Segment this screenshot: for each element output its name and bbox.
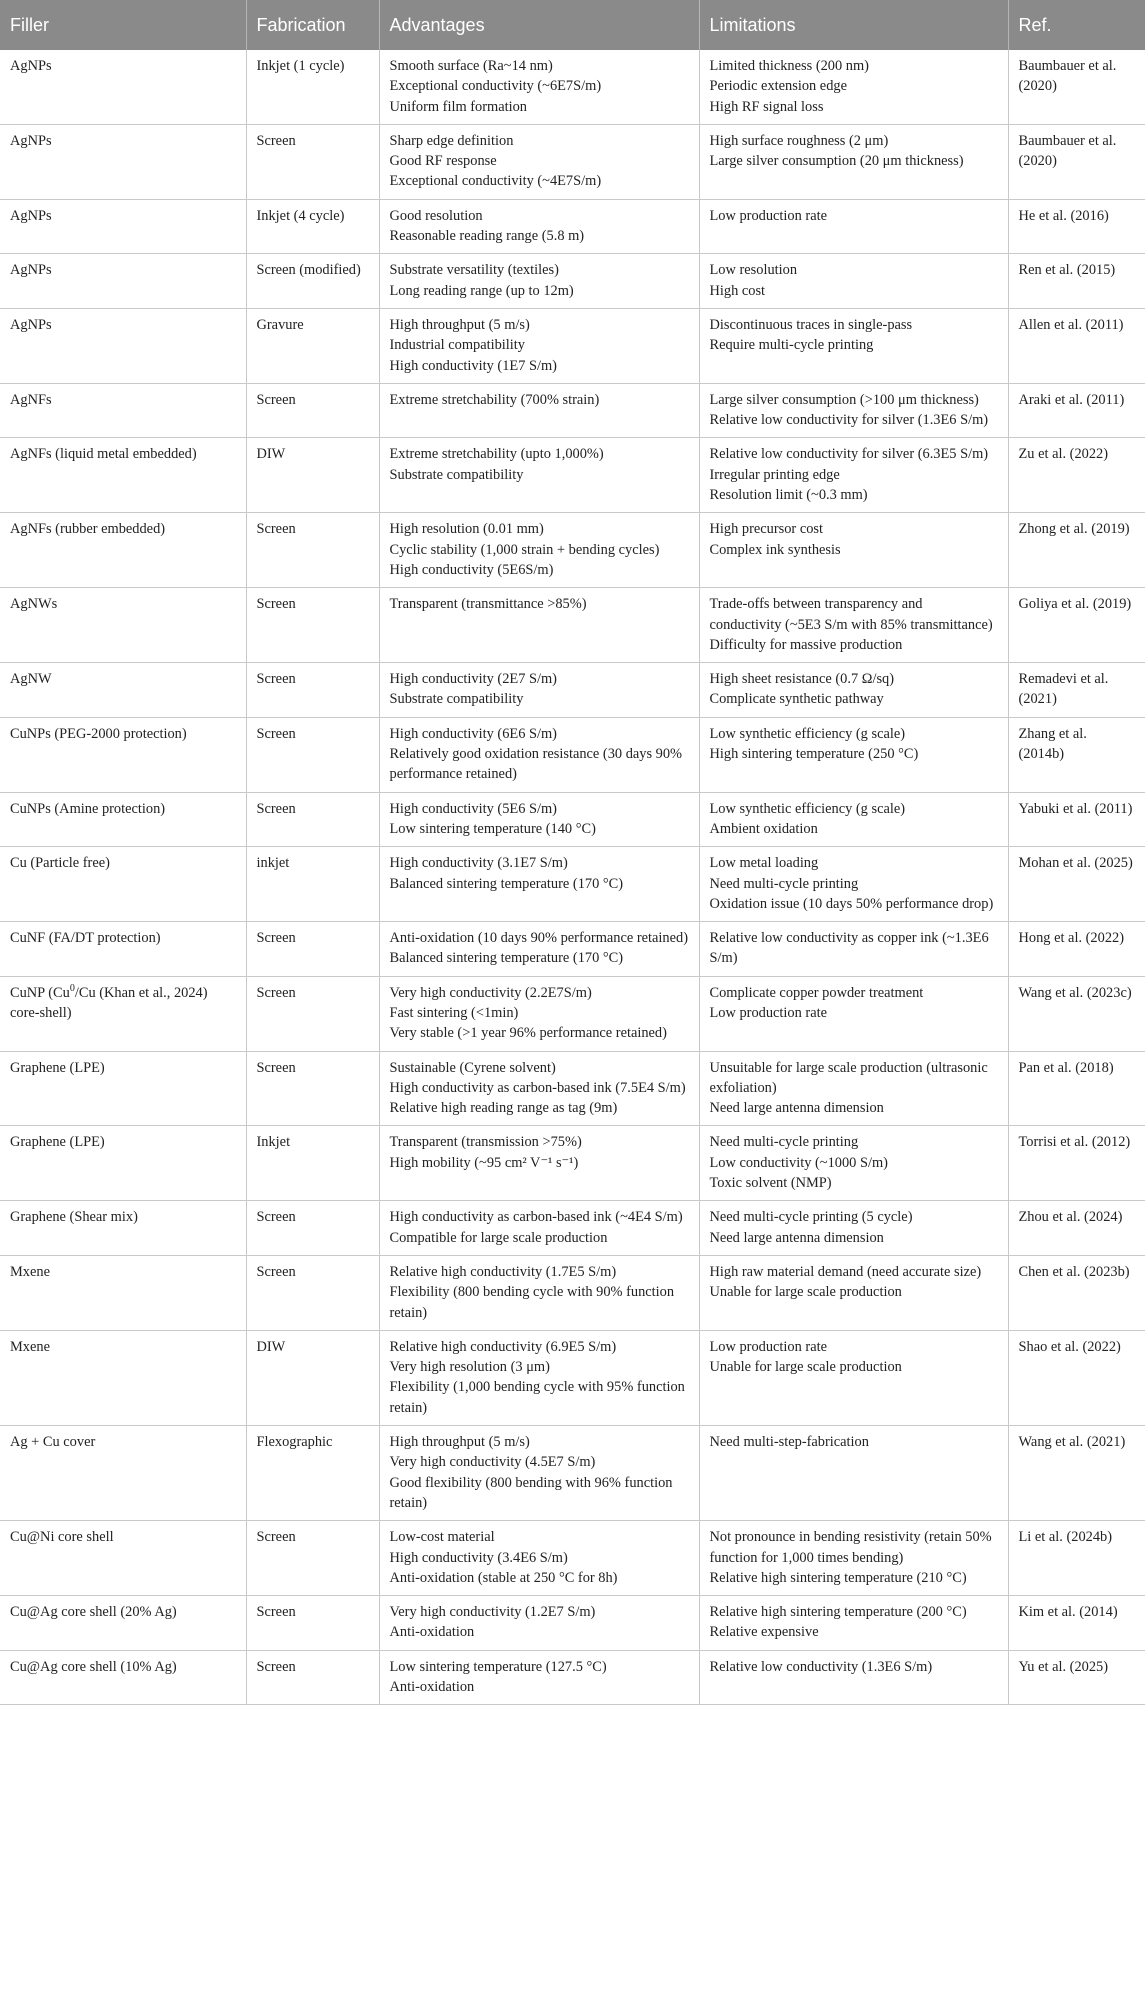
cell-filler: AgNPs bbox=[0, 254, 246, 309]
table-row bbox=[0, 717, 1145, 792]
limitation-line: Complex ink synthesis bbox=[709, 541, 841, 558]
advantage-line: Flexibility (800 bending cycle with 90% function retain) bbox=[389, 1284, 675, 1321]
cell-advantages bbox=[379, 922, 699, 977]
cell-advantages bbox=[379, 1255, 699, 1330]
advantage-line: High conductivity (3.4E6 S/m) bbox=[389, 1549, 568, 1566]
limitation-line: High raw material demand (need accurate size) bbox=[709, 1263, 982, 1280]
table-row bbox=[0, 1126, 1145, 1201]
cell-ref: Yabuki et al. (2011) bbox=[1008, 792, 1145, 847]
advantage-line: Anti-oxidation bbox=[389, 1679, 475, 1695]
cell-ref: Zhong et al. (2019) bbox=[1008, 513, 1145, 588]
advantage-line: Reasonable reading range (5.8 m) bbox=[389, 228, 585, 245]
cell-limitations bbox=[699, 792, 1008, 847]
cell-fabrication: Screen bbox=[246, 383, 379, 438]
limitation-line: Trade-offs between transparency and conductivity (~5E3 S/m with 85% transmittance) bbox=[709, 596, 993, 633]
cell-ref: Araki et al. (2011) bbox=[1008, 383, 1145, 438]
advantage-line: Low sintering temperature (140 °C) bbox=[389, 820, 596, 837]
cell-fabrication: Screen bbox=[246, 1596, 379, 1651]
cell-advantages bbox=[379, 124, 699, 199]
cell-filler: Cu (Particle free) bbox=[0, 847, 246, 922]
cell-filler: Cu@Ni core shell bbox=[0, 1521, 246, 1596]
advantage-line: Extreme stretchability (700% strain) bbox=[389, 391, 600, 408]
cell-filler: Graphene (LPE) bbox=[0, 1051, 246, 1126]
advantage-line: Substrate versatility (textiles) bbox=[389, 262, 559, 279]
table-row bbox=[0, 922, 1145, 977]
cell-limitations bbox=[699, 1596, 1008, 1651]
cell-fabrication: Screen (modified) bbox=[246, 254, 379, 309]
limitation-line: Ambient oxidation bbox=[709, 820, 818, 837]
cell-advantages bbox=[379, 1201, 699, 1256]
cell-filler: AgNPs bbox=[0, 308, 246, 383]
advantage-line: High conductivity (2E7 S/m) bbox=[389, 671, 557, 688]
advantage-line: Low sintering temperature (127.5 °C) bbox=[389, 1658, 607, 1675]
advantage-line: Long reading range (up to 12m) bbox=[389, 282, 574, 299]
cell-advantages bbox=[379, 199, 699, 254]
limitation-line: Need multi-step-fabrication bbox=[709, 1434, 869, 1451]
cell-filler: AgNW bbox=[0, 663, 246, 718]
advantage-line: Balanced sintering temperature (170 °C) bbox=[389, 950, 624, 967]
advantage-line: Very high conductivity (1.2E7 S/m) bbox=[389, 1604, 596, 1621]
table-row bbox=[0, 308, 1145, 383]
cell-advantages bbox=[379, 1330, 699, 1425]
advantage-line: Substrate compatibility bbox=[389, 691, 524, 708]
cell-advantages bbox=[379, 308, 699, 383]
advantage-line: High conductivity (6E6 S/m) bbox=[389, 725, 557, 742]
cell-limitations bbox=[699, 1126, 1008, 1201]
cell-ref: Wang et al. (2023c) bbox=[1008, 976, 1145, 1051]
advantage-line: Relatively good oxidation resistance (30 days 90% performance retained) bbox=[389, 746, 683, 783]
table-row bbox=[0, 976, 1145, 1051]
advantage-line: High resolution (0.01 mm) bbox=[389, 521, 544, 538]
limitation-line: Complicate copper powder treatment bbox=[709, 984, 924, 1001]
cell-advantages bbox=[379, 1521, 699, 1596]
advantage-line: Substrate compatibility bbox=[389, 466, 524, 483]
cell-fabrication: Screen bbox=[246, 124, 379, 199]
table-row bbox=[0, 847, 1145, 922]
cell-filler: Ag + Cu cover bbox=[0, 1426, 246, 1521]
limitation-line: High cost bbox=[709, 282, 766, 299]
limitation-line: Need large antenna dimension bbox=[709, 1100, 884, 1117]
cell-advantages bbox=[379, 1650, 699, 1705]
cell-limitations bbox=[699, 1426, 1008, 1521]
filler-text: /Cu (Khan et al., 2024) core-shell) bbox=[10, 984, 208, 1021]
limitation-line: Discontinuous traces in single-pass bbox=[709, 316, 913, 333]
cell-limitations bbox=[699, 847, 1008, 922]
limitation-line: Large silver consumption (>100 μm thickness) bbox=[709, 391, 979, 408]
cell-fabrication: Flexographic bbox=[246, 1426, 379, 1521]
advantage-line: Low-cost material bbox=[389, 1529, 495, 1546]
cell-fabrication: DIW bbox=[246, 438, 379, 513]
advantage-line: Uniform film formation bbox=[389, 98, 527, 115]
cell-advantages bbox=[379, 383, 699, 438]
filler-text: CuNP (Cu bbox=[10, 984, 70, 1001]
header-advantages: Advantages bbox=[379, 0, 699, 50]
cell-advantages bbox=[379, 1051, 699, 1126]
advantage-line: Smooth surface (Ra~14 nm) bbox=[389, 58, 553, 74]
cell-limitations bbox=[699, 513, 1008, 588]
limitation-line: Low conductivity (~1000 S/m) bbox=[709, 1154, 888, 1171]
cell-ref: Torrisi et al. (2012) bbox=[1008, 1126, 1145, 1201]
advantage-line: High conductivity (5E6 S/m) bbox=[389, 800, 557, 817]
advantage-line: Transparent (transmission >75%) bbox=[389, 1134, 582, 1151]
advantage-line: High throughput (5 m/s) bbox=[389, 1434, 530, 1451]
limitation-line: Low production rate bbox=[709, 1004, 827, 1021]
table-row bbox=[0, 50, 1145, 124]
cell-ref: Yu et al. (2025) bbox=[1008, 1650, 1145, 1705]
header-filler: Filler bbox=[0, 0, 246, 50]
table-row bbox=[0, 588, 1145, 663]
cell-fabrication: Inkjet bbox=[246, 1126, 379, 1201]
cell-ref: Baumbauer et al. (2020) bbox=[1008, 50, 1145, 124]
cell-fabrication: Screen bbox=[246, 717, 379, 792]
cell-filler: Graphene (Shear mix) bbox=[0, 1201, 246, 1256]
cell-filler: AgNFs bbox=[0, 383, 246, 438]
limitation-line: High surface roughness (2 μm) bbox=[709, 132, 889, 149]
cell-advantages bbox=[379, 1426, 699, 1521]
cell-filler: CuNF (FA/DT protection) bbox=[0, 922, 246, 977]
header-ref: Ref. bbox=[1008, 0, 1145, 50]
advantage-line: Extreme stretchability (upto 1,000%) bbox=[389, 446, 604, 463]
cell-fabrication: Screen bbox=[246, 1650, 379, 1705]
cell-limitations bbox=[699, 1201, 1008, 1256]
cell-filler: AgNPs bbox=[0, 50, 246, 124]
cell-advantages bbox=[379, 847, 699, 922]
cell-filler: Mxene bbox=[0, 1330, 246, 1425]
limitation-line: Need multi-cycle printing bbox=[709, 1134, 859, 1151]
advantage-line: Cyclic stability (1,000 strain + bending cycles) bbox=[389, 541, 660, 558]
limitation-line: Relative low conductivity as copper ink (~1.3E6 S/m) bbox=[709, 930, 989, 967]
cell-fabrication: Screen bbox=[246, 1255, 379, 1330]
advantage-line: Very high conductivity (4.5E7 S/m) bbox=[389, 1454, 596, 1471]
advantage-line: Very high resolution (3 μm) bbox=[389, 1359, 550, 1376]
limitation-line: High sheet resistance (0.7 Ω/sq) bbox=[709, 671, 895, 688]
cell-filler: AgNWs bbox=[0, 588, 246, 663]
limitation-line: Relative high sintering temperature (210 °C) bbox=[709, 1569, 967, 1586]
cell-filler bbox=[0, 976, 246, 1051]
cell-fabrication: Screen bbox=[246, 922, 379, 977]
advantage-line: High throughput (5 m/s) bbox=[389, 316, 530, 333]
limitation-line: Large silver consumption (20 μm thickness) bbox=[709, 153, 964, 170]
limitation-line: High sintering temperature (250 °C) bbox=[709, 746, 919, 763]
table-row bbox=[0, 438, 1145, 513]
cell-filler: AgNPs bbox=[0, 199, 246, 254]
cell-limitations bbox=[699, 438, 1008, 513]
limitation-line: Oxidation issue (10 days 50% performance drop) bbox=[709, 895, 994, 912]
table-row bbox=[0, 1255, 1145, 1330]
limitation-line: High precursor cost bbox=[709, 521, 823, 538]
cell-ref: Goliya et al. (2019) bbox=[1008, 588, 1145, 663]
advantage-line: Relative high reading range as tag (9m) bbox=[389, 1100, 618, 1117]
cell-advantages bbox=[379, 50, 699, 124]
limitation-line: Limited thickness (200 nm) bbox=[709, 58, 869, 74]
table-row bbox=[0, 1650, 1145, 1705]
cell-fabrication: DIW bbox=[246, 1330, 379, 1425]
advantage-line: High conductivity (1E7 S/m) bbox=[389, 357, 557, 374]
limitation-line: Need large antenna dimension bbox=[709, 1229, 884, 1246]
filler-superscript: 0 bbox=[69, 982, 75, 994]
advantage-line: Exceptional conductivity (~6E7S/m) bbox=[389, 78, 602, 95]
cell-fabrication: Inkjet (1 cycle) bbox=[246, 50, 379, 124]
advantage-line: Good RF response bbox=[389, 153, 497, 170]
cell-ref: Pan et al. (2018) bbox=[1008, 1051, 1145, 1126]
cell-limitations bbox=[699, 124, 1008, 199]
limitation-line: Relative low conductivity for silver (6.3E5 S/m) bbox=[709, 446, 989, 463]
cell-fabrication: Screen bbox=[246, 976, 379, 1051]
advantage-line: Relative high conductivity (6.9E5 S/m) bbox=[389, 1338, 617, 1355]
cell-limitations bbox=[699, 1521, 1008, 1596]
advantage-line: Compatible for large scale production bbox=[389, 1229, 608, 1246]
advantage-line: Transparent (transmittance >85%) bbox=[389, 596, 587, 613]
cell-filler: AgNPs bbox=[0, 124, 246, 199]
advantage-line: Relative high conductivity (1.7E5 S/m) bbox=[389, 1263, 617, 1280]
table-row bbox=[0, 1201, 1145, 1256]
cell-ref: Zu et al. (2022) bbox=[1008, 438, 1145, 513]
limitation-line: Difficulty for massive production bbox=[709, 636, 903, 653]
advantage-line: High conductivity (5E6S/m) bbox=[389, 561, 554, 578]
limitation-line: Resolution limit (~0.3 mm) bbox=[709, 487, 868, 504]
table-row bbox=[0, 513, 1145, 588]
limitation-line: Relative low conductivity for silver (1.3E6 S/m) bbox=[709, 412, 989, 429]
cell-fabrication: Screen bbox=[246, 1051, 379, 1126]
cell-filler: CuNPs (Amine protection) bbox=[0, 792, 246, 847]
cell-fabrication: Inkjet (4 cycle) bbox=[246, 199, 379, 254]
advantage-line: Good flexibility (800 bending with 96% function retain) bbox=[389, 1474, 673, 1511]
table-row bbox=[0, 254, 1145, 309]
table-row bbox=[0, 199, 1145, 254]
cell-fabrication: Screen bbox=[246, 1521, 379, 1596]
table-row bbox=[0, 383, 1145, 438]
advantage-line: Very high conductivity (2.2E7S/m) bbox=[389, 984, 592, 1001]
cell-ref: Mohan et al. (2025) bbox=[1008, 847, 1145, 922]
cell-ref: Shao et al. (2022) bbox=[1008, 1330, 1145, 1425]
cell-ref: Ren et al. (2015) bbox=[1008, 254, 1145, 309]
limitation-line: Unable for large scale production bbox=[709, 1359, 902, 1376]
cell-limitations bbox=[699, 1255, 1008, 1330]
cell-limitations bbox=[699, 1330, 1008, 1425]
cell-advantages bbox=[379, 792, 699, 847]
advantage-line: Sustainable (Cyrene solvent) bbox=[389, 1059, 556, 1076]
advantage-line: High mobility (~95 cm² V⁻¹ s⁻¹) bbox=[389, 1154, 579, 1171]
advantage-line: High conductivity as carbon-based ink (7.5E4 S/m) bbox=[389, 1079, 686, 1096]
cell-ref: Zhou et al. (2024) bbox=[1008, 1201, 1145, 1256]
cell-advantages bbox=[379, 588, 699, 663]
advantage-line: Fast sintering (<1min) bbox=[389, 1004, 519, 1021]
advantage-line: High conductivity as carbon-based ink (~4E4 S/m) bbox=[389, 1209, 683, 1226]
cell-filler: AgNFs (rubber embedded) bbox=[0, 513, 246, 588]
cell-ref: He et al. (2016) bbox=[1008, 199, 1145, 254]
cell-limitations bbox=[699, 976, 1008, 1051]
cell-advantages bbox=[379, 1126, 699, 1201]
cell-advantages bbox=[379, 717, 699, 792]
cell-limitations bbox=[699, 50, 1008, 124]
cell-fabrication: Screen bbox=[246, 663, 379, 718]
cell-advantages bbox=[379, 438, 699, 513]
advantage-line: Good resolution bbox=[389, 207, 483, 224]
cell-ref: Baumbauer et al. (2020) bbox=[1008, 124, 1145, 199]
table-row bbox=[0, 1330, 1145, 1425]
cell-fabrication: Screen bbox=[246, 792, 379, 847]
cell-limitations bbox=[699, 1051, 1008, 1126]
limitation-line: Complicate synthetic pathway bbox=[709, 691, 884, 708]
cell-ref: Li et al. (2024b) bbox=[1008, 1521, 1145, 1596]
cell-ref: Allen et al. (2011) bbox=[1008, 308, 1145, 383]
cell-ref: Chen et al. (2023b) bbox=[1008, 1255, 1145, 1330]
cell-limitations bbox=[699, 383, 1008, 438]
limitation-line: Toxic solvent (NMP) bbox=[709, 1175, 832, 1192]
cell-advantages bbox=[379, 663, 699, 718]
limitation-line: Relative low conductivity (1.3E6 S/m) bbox=[709, 1658, 933, 1675]
table-body bbox=[0, 50, 1145, 1705]
cell-advantages bbox=[379, 976, 699, 1051]
advantage-line: Anti-oxidation (stable at 250 °C for 8h) bbox=[389, 1569, 618, 1586]
table-row bbox=[0, 792, 1145, 847]
advantage-line: Anti-oxidation bbox=[389, 1624, 475, 1641]
limitation-line: Irregular printing edge bbox=[709, 466, 840, 483]
header-fabrication: Fabrication bbox=[246, 0, 379, 50]
advantage-line: Exceptional conductivity (~4E7S/m) bbox=[389, 173, 602, 190]
limitation-line: Low production rate bbox=[709, 207, 827, 224]
limitation-line: Low production rate bbox=[709, 1338, 827, 1355]
cell-advantages bbox=[379, 513, 699, 588]
advantage-line: Industrial compatibility bbox=[389, 337, 525, 354]
table-row bbox=[0, 124, 1145, 199]
table-row bbox=[0, 1596, 1145, 1651]
header-limitations: Limitations bbox=[699, 0, 1008, 50]
advantage-line: Flexibility (1,000 bending cycle with 95% function retain) bbox=[389, 1379, 685, 1416]
limitation-line: Relative high sintering temperature (200 °C) bbox=[709, 1604, 967, 1621]
table-row bbox=[0, 663, 1145, 718]
limitation-line: Need multi-cycle printing bbox=[709, 875, 859, 892]
cell-limitations bbox=[699, 1650, 1008, 1705]
limitation-line: Relative expensive bbox=[709, 1624, 819, 1641]
limitation-line: Unsuitable for large scale production (ultrasonic exfoliation) bbox=[709, 1059, 988, 1096]
limitation-line: Need multi-cycle printing (5 cycle) bbox=[709, 1209, 913, 1226]
limitation-line: Low metal loading bbox=[709, 855, 819, 872]
cell-fabrication: Screen bbox=[246, 513, 379, 588]
cell-filler: Graphene (LPE) bbox=[0, 1126, 246, 1201]
cell-filler: AgNFs (liquid metal embedded) bbox=[0, 438, 246, 513]
advantage-line: Sharp edge definition bbox=[389, 132, 514, 149]
cell-ref: Wang et al. (2021) bbox=[1008, 1426, 1145, 1521]
limitation-line: High RF signal loss bbox=[709, 98, 824, 115]
limitation-line: Low synthetic efficiency (g scale) bbox=[709, 800, 906, 817]
cell-filler: CuNPs (PEG-2000 protection) bbox=[0, 717, 246, 792]
cell-ref: Remadevi et al. (2021) bbox=[1008, 663, 1145, 718]
table-row bbox=[0, 1521, 1145, 1596]
cell-limitations bbox=[699, 588, 1008, 663]
cell-limitations bbox=[699, 308, 1008, 383]
advantage-line: Anti-oxidation (10 days 90% performance retained) bbox=[389, 930, 689, 947]
cell-advantages bbox=[379, 1596, 699, 1651]
cell-limitations bbox=[699, 663, 1008, 718]
limitation-line: Not pronounce in bending resistivity (retain 50% function for 1,000 times bending) bbox=[709, 1529, 992, 1566]
table-row bbox=[0, 1051, 1145, 1126]
cell-limitations bbox=[699, 254, 1008, 309]
cell-filler: Cu@Ag core shell (20% Ag) bbox=[0, 1596, 246, 1651]
cell-fabrication: Screen bbox=[246, 1201, 379, 1256]
cell-ref: Zhang et al. (2014b) bbox=[1008, 717, 1145, 792]
table-header bbox=[0, 0, 1145, 50]
limitation-line: Low resolution bbox=[709, 262, 798, 279]
cell-ref: Hong et al. (2022) bbox=[1008, 922, 1145, 977]
cell-filler: Cu@Ag core shell (10% Ag) bbox=[0, 1650, 246, 1705]
table-row bbox=[0, 1426, 1145, 1521]
cell-advantages bbox=[379, 254, 699, 309]
advantage-line: Balanced sintering temperature (170 °C) bbox=[389, 875, 624, 892]
cell-limitations bbox=[699, 922, 1008, 977]
advantage-line: Very stable (>1 year 96% performance retained) bbox=[389, 1025, 667, 1042]
limitation-line: Unable for large scale production bbox=[709, 1284, 902, 1301]
cell-limitations bbox=[699, 717, 1008, 792]
cell-fabrication: inkjet bbox=[246, 847, 379, 922]
cell-filler: Mxene bbox=[0, 1255, 246, 1330]
cell-limitations bbox=[699, 199, 1008, 254]
cell-fabrication: Gravure bbox=[246, 308, 379, 383]
header-row bbox=[0, 0, 1145, 50]
cell-ref: Kim et al. (2014) bbox=[1008, 1596, 1145, 1651]
limitation-line: Require multi-cycle printing bbox=[709, 337, 874, 354]
advantage-line: High conductivity (3.1E7 S/m) bbox=[389, 855, 568, 872]
cell-fabrication: Screen bbox=[246, 588, 379, 663]
limitation-line: Low synthetic efficiency (g scale) bbox=[709, 725, 906, 742]
limitation-line: Periodic extension edge bbox=[709, 78, 847, 95]
